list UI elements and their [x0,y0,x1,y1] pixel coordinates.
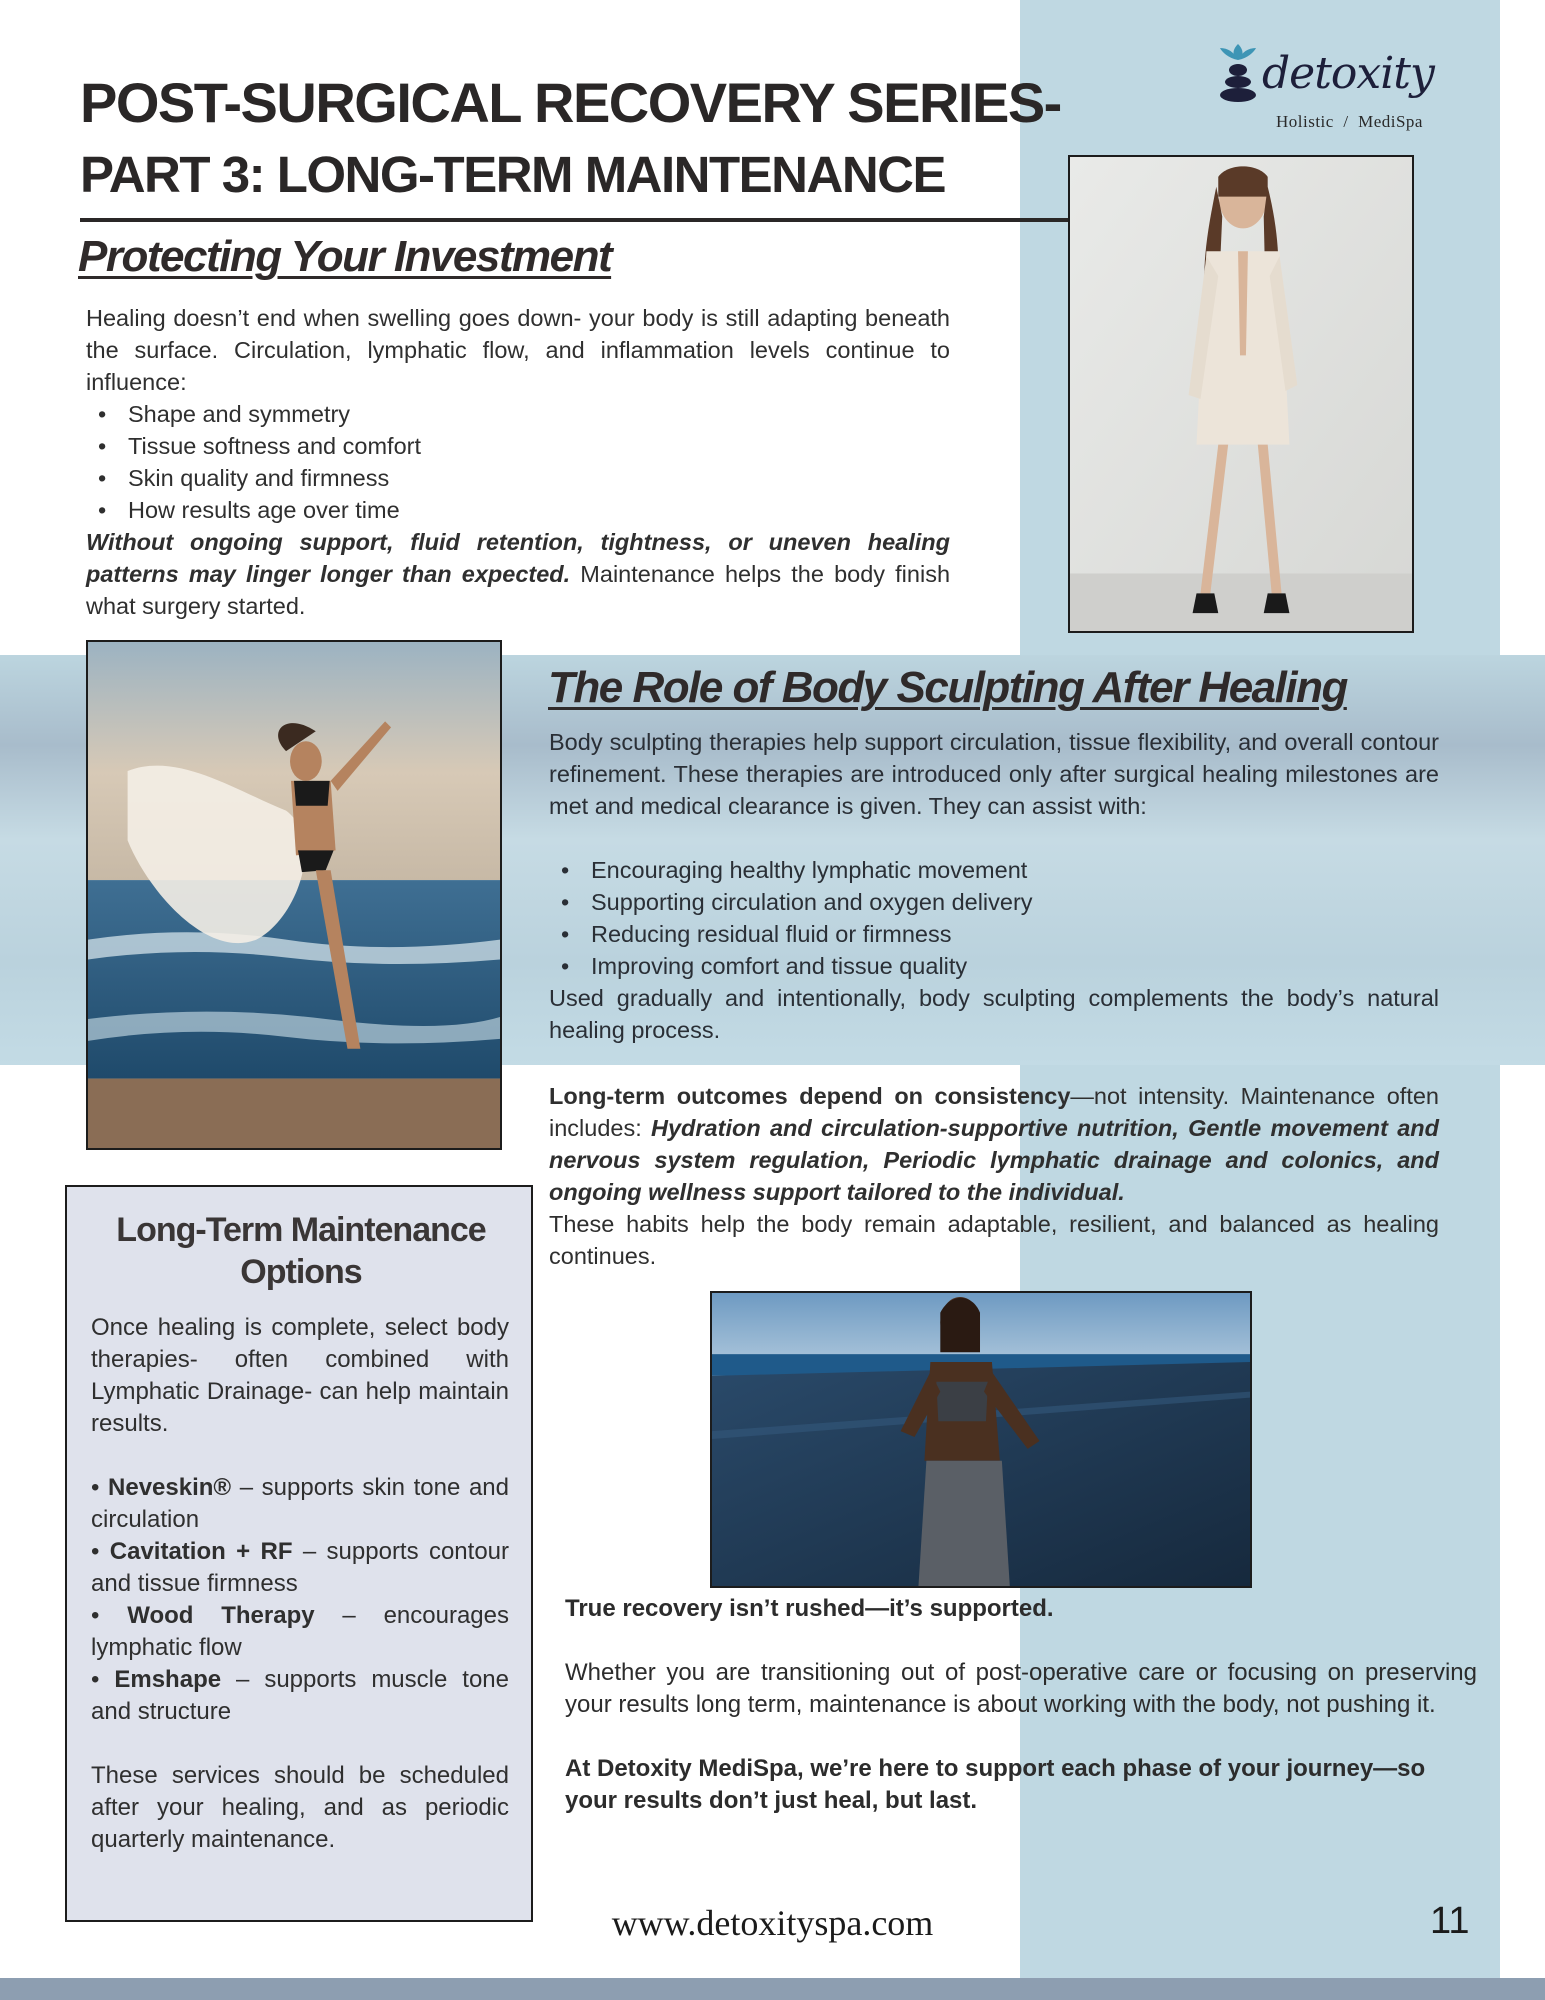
list-item: • Encouraging healthy lymphatic movement [549,854,1439,886]
service-name: Wood Therapy [127,1602,315,1629]
section-consistency-body [549,1080,1439,1272]
logo-wordmark: detoxity [1262,48,1434,99]
lead-emphasis: Long-term outcomes depend on consistency [549,1083,1071,1109]
list-item: • Emshape – supports muscle tone and structure [91,1666,509,1725]
photo-runner-seawall [710,1291,1252,1588]
list-item: • Skin quality and firmness [86,462,950,494]
brand-logo [1208,32,1458,142]
section-protecting-closing [86,526,950,622]
maintenance-options-title: Long-Term Maintenance Options [116,1211,486,1291]
section-body-sculpting-closing: Used gradually and intentionally, body sculpting complements the body’s natural healing process. [549,985,1439,1043]
closing-section [565,1593,1477,1817]
section-body-sculpting-intro: Body sculpting therapies help support circulation, tissue flexibility, and overall contour refinement. These therapies are introduced only after surgical healing milestones are met and medical clearance is given. They can assist with: [549,729,1439,819]
service-desc: – supports muscle tone and structure [91,1666,509,1725]
section-body-sculpting-list [549,854,1439,982]
photo-woman-blazer [1068,155,1414,633]
page-title-line1: POST-SURGICAL RECOVERY SERIES- [80,71,1061,134]
list-item: • Reducing residual fluid or firmness [549,918,1439,950]
maintenance-options-closing: These services should be scheduled after your healing, and as periodic quarterly maintenance. [91,1762,509,1853]
closing-tagline: True recovery isn’t rushed—it’s supported. [565,1595,1054,1622]
list-item: • Shape and symmetry [86,398,950,430]
closing-emphasis: Without ongoing support, fluid retention, tightness, or uneven healing patterns may linger longer than expected. [86,529,950,587]
maintenance-options-intro: Once healing is complete, select body therapies- often combined with Lymphatic Drainage- can help maintain results. [91,1314,509,1437]
list-item: • How results age over time [86,494,950,526]
section-heading-protecting: Protecting Your Investment [78,232,612,281]
logo-tagline-left: Holistic [1276,112,1334,131]
logo-tagline: Holistic / MediSpa [1276,112,1423,131]
section-protecting-intro: Healing doesn’t end when swelling goes down- your body is still adapting beneath the surface. Circulation, lymphatic flow, and inflammation levels continue to influence: [86,305,950,395]
title-divider [80,218,1068,222]
footer-bar [0,1978,1545,2000]
service-desc: – encourages lymphatic flow [91,1602,509,1661]
list-item: • Wood Therapy – encourages lymphatic flow [91,1602,509,1661]
service-desc: – supports skin tone and circulation [91,1474,509,1533]
maintenance-list-inline: Hydration and circulation-supportive nutrition, Gentle movement and nervous system regulation, Periodic lymphatic drainage and colonics, and ongoing wellness support tailored to the individual. [549,1115,1440,1205]
service-desc: – supports contour and tissue firmness [91,1538,510,1597]
section-consistency-closing: These habits help the body remain adaptable, resilient, and balanced as healing continues. [549,1211,1439,1269]
service-name: Cavitation + RF [109,1538,293,1565]
section-protecting-body [86,302,950,622]
section-body-sculpting-body [549,726,1439,1046]
section-heading-body-sculpting: The Role of Body Sculpting After Healing [548,663,1347,712]
page-number: 11 [1430,1900,1470,1942]
service-name: Emshape [114,1666,222,1693]
maintenance-options-body [91,1312,509,1856]
service-name: Neveskin® [108,1474,232,1501]
closing-final: At Detoxity MediSpa, we’re here to support each phase of your journey—so your results don’t just heal, but last. [565,1755,1426,1814]
section-consistency-lead [549,1080,1439,1208]
lead-rest: —not intensity. Maintenance often includes: [549,1083,1439,1141]
closing-paragraph: Whether you are transitioning out of post-operative care or focusing on preserving your results long term, maintenance is about working with the body, not pushing it. [565,1659,1477,1718]
closing-rest: Maintenance helps the body finish what surgery started. [86,561,951,619]
list-item: • Supporting circulation and oxygen delivery [549,886,1439,918]
photo-dancer-beach [86,640,502,1150]
list-item: • Neveskin® – supports skin tone and circulation [91,1474,509,1533]
page-title-line2: PART 3: LONG-TERM MAINTENANCE [80,146,946,203]
list-item: • Cavitation + RF – supports contour and tissue firmness [91,1538,510,1597]
lotus-stones-icon [1214,40,1262,106]
website-link[interactable]: www.detoxityspa.com [611,1903,934,1943]
list-item: • Improving comfort and tissue quality [549,950,1439,982]
maintenance-options-box [65,1185,533,1922]
logo-tagline-right: MediSpa [1358,112,1423,131]
section-protecting-list [86,398,950,526]
list-item: • Tissue softness and comfort [86,430,950,462]
